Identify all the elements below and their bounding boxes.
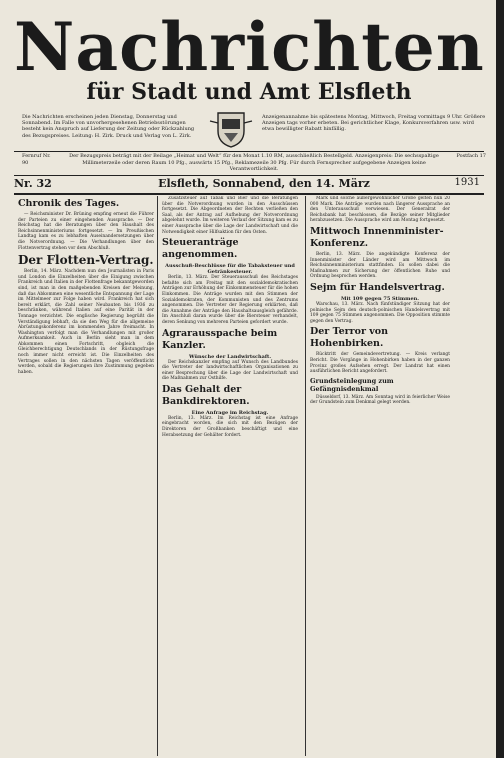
article-headline: Steueranträge angenommen. xyxy=(162,237,239,261)
article-text: Mark und solche außergewöhnlicher Größe gelten nun 20 000 Mark. Die Anträge wurden nach längerer Aussprache an den Unterausschuß verwiesen. Der Generalrat der Reichsbank hat beschlossen, die Bezüge seiner Mitglieder herabzusetzen. Die Aussprache wird am Montag fortgesetzt. xyxy=(310,196,450,224)
postfach-label: Postfach 17 xyxy=(456,153,486,159)
column-divider xyxy=(157,196,158,756)
article-text: Berlin, 13. März. Die angekündigte Konferenz der Innenminister der Länder wird am Mittwoch im Reichsinnenministerium stattfinden. Es sollen dabei die Maßnahmen zur Sicherung der öffentlichen Ruhe und Ordnung besprochen werden. xyxy=(310,251,450,280)
article-text: Rücktritt der Gemeindevertretung. — Kreis verlangt Bericht. Die Vorgänge in Hohenbirken haben in der ganzen Provinz großes Aufsehen erregt. Der Landrat hat einen ausführlichen Bericht angefordert. xyxy=(310,352,450,375)
date-divider-bottom xyxy=(14,193,484,195)
article-text: — Reichsminister Dr. Brüning empfing erneut die Führer der Parteien zu einer eingehenden Aussprache. — Der Reichstag hat die Beratungen über den Haushalt des Reichsinnenministeriums fortgesetzt. — Im Preußischen Landtag kam es zu lebhaften Auseinandersetzungen über die Notverordnung. — Die Verhandlungen über den Flottenvertrag stehen vor dem Abschluß. xyxy=(18,212,154,251)
article-text: Berlin, 13. März. Im Reichstag ist eine Anfrage eingebracht worden, die sich mit den Bezügen der Direktoren der Großbanken beschäftigt und eine Herabsetzung der Gehälter fordert. xyxy=(162,415,298,438)
date-bar xyxy=(14,177,494,193)
article-headline: Das Gehalt der Bankdirektoren. xyxy=(162,383,250,407)
article-text: Der Reichskanzler empfing auf Wunsch des Landbundes die Vertreter der landwirtschaftlichen Organisationen zu einer Besprechung über die Lage der Landwirtschaft und die Maßnahmen zur Osthilfe. xyxy=(162,359,298,382)
article-headline: Chronik des Tages. xyxy=(18,198,120,209)
article-headline: Der Flotten-Vertrag. xyxy=(18,253,154,268)
article-headline: Mittwoch Innenminister-Konferenz. xyxy=(310,225,444,249)
coat-of-arms-icon xyxy=(206,109,256,149)
article-text: Berlin, 13. März. Der Steuerausschuß des Reichstages befaßte sich am Freitag mit den sozialdemokratischen Anträgen zur Erhöhung der Einkommensteuer für die hohen Einkommen. Die Anträge wurden mit den Stimmen der Sozialdemokraten, der Kommunisten und des Zentrums angenommen. Die Vertreter der Regierung erklärten, daß die Annahme der Anträge den Haushaltsausgleich gefährde. Im Anschluß daran wurde über die Biersteuer verhandelt, deren Senkung von mehreren Parteien gefordert wurde. xyxy=(162,275,298,325)
issue-year: 1931 xyxy=(454,177,480,188)
column-divider xyxy=(305,196,306,756)
article-text: Warschau, 13. März. Nach fünfstündiger Sitzung hat der polnische Sejm den deutsch-polnischen Handelsvertrag mit 109 gegen 75 Stimmen angenommen. Die Opposition stimmte gegen den Vertrag. xyxy=(310,301,450,324)
fernruf-label: Fernruf Nr. 90 xyxy=(22,153,51,166)
advertising-info: Anzeigenannahme bis spätestens Montag, Mittwoch, Freitag vormittags 9 Uhr. Größere Anzeigen tags vorher erbeten. Bei gerichtlicher Klage, Konkursverfahren usw. wird etwa bewilligter Rabatt hinfällig. xyxy=(262,114,486,133)
column-3 xyxy=(310,196,450,756)
date-divider-top xyxy=(14,175,484,176)
article-headline: Sejm für Handelsvertrag. xyxy=(310,281,445,293)
header-divider xyxy=(14,151,484,152)
subscription-bar xyxy=(22,153,486,175)
article-text: Zusatzsteuer auf Tabak und Bier und die Beratungen über die Notverordnung wurden in den Ausschüssen fortgesetzt. Die Abgeordneten der Rechten verließen den Saal, als der Antrag auf Aufhebung der Notverordnung abgelehnt wurde. Im weiteren Verlauf der Sitzung kam es zu einer Aussprache über die Lage der Landwirtschaft und die Notwendigkeit einer Hilfsaktion für den Osten. xyxy=(162,196,298,235)
article-subheadline: Wünsche der Landwirtschaft. xyxy=(188,353,272,360)
issue-number: Nr. 32 xyxy=(14,177,52,190)
masthead-subtitle: für Stadt und Amt Elsfleth xyxy=(86,79,412,105)
article-headline: Der Terror von Hohenbirken. xyxy=(310,326,389,350)
subscription-terms: Der Bezugspreis beträgt mit der Beilage „Heimat und Welt“ für den Monat 1.10 RM, ausschließlich Bestellgeld. Anzeigenpreis: Die sechsspaltige Millimeterzeile oder deren Raum 10 Pfg., auswärts 15 Pfg., Reklamezeile 30 Pfg. Für durch Fernsprecher aufgegebene Anzeigen keine Verantwortlichkeit. xyxy=(69,153,439,172)
article-text: Berlin, 14. März. Nachdem nun den Journalisten in Paris und London die Einzelheiten über die Einigung zwischen Frankreich und Italien in der Flottenfrage bekanntgeworden sind, ist man in den maßgebenden Kreisen der Meinung, daß das Abkommen eine wesentliche Entspannung der Lage im Mittelmeer zur Folge haben wird. Frankreich hat sich bereit erklärt, die Zahl seiner Neubauten bis 1936 zu beschränken, während Italien auf eine Parität in der Tonnage verzichtet. Die englische Regierung begrüßt die Verständigung lebhaft, da sie den Weg für die allgemeine Abrüstungskonferenz im kommenden Jahre freimacht. In Washington verfolgt man die Verhandlungen mit großer Aufmerksamkeit. Auch in Berlin sieht man in dem Abkommen einen Fortschritt, obgleich die Gleichberechtigung Deutschlands in der Rüstungsfrage noch immer nicht erreicht ist. Die Einzelheiten des Vertrages sollen in den nächsten Tagen veröffentlicht werden, sobald die Regierungen ihre Zustimmung gegeben haben. xyxy=(18,269,154,375)
column-2 xyxy=(162,196,298,756)
article-headline: Agrarausspache beim Kanzler. xyxy=(162,327,278,351)
article-text: Düsseldorf, 13. März. Am Sonntag wird in feierlicher Weise der Grundstein zum Denkmal gelegt werden. xyxy=(310,394,450,406)
masthead-title: Nachrichten xyxy=(14,8,485,86)
issue-date: Elsfleth, Sonnabend, den 14. März xyxy=(158,177,370,190)
article-headline: Grundsteinlegung zum Gefängnisdenkmal xyxy=(310,376,394,393)
article-subheadline: Eine Anfrage im Reichstag. xyxy=(191,409,269,416)
column-1 xyxy=(18,196,154,756)
article-subheadline: Mit 109 gegen 75 Stimmen. xyxy=(340,295,420,302)
article-subheadline: Ausschuß-Beschlüsse für die Tabaksteuer und Getränkesteuer. xyxy=(165,263,295,276)
publication-info: Die Nachrichten erscheinen jeden Dienstag, Donnerstag und Sonnabend. Im Falle von unvorhergesehenen Betriebsstörungen besteht kein Anspruch auf Lieferung der Zeitung oder Rückzahlung des Bezugspreises. Leitung: H. Zirk. Druck und Verlag von L. Zirk. xyxy=(22,114,195,139)
